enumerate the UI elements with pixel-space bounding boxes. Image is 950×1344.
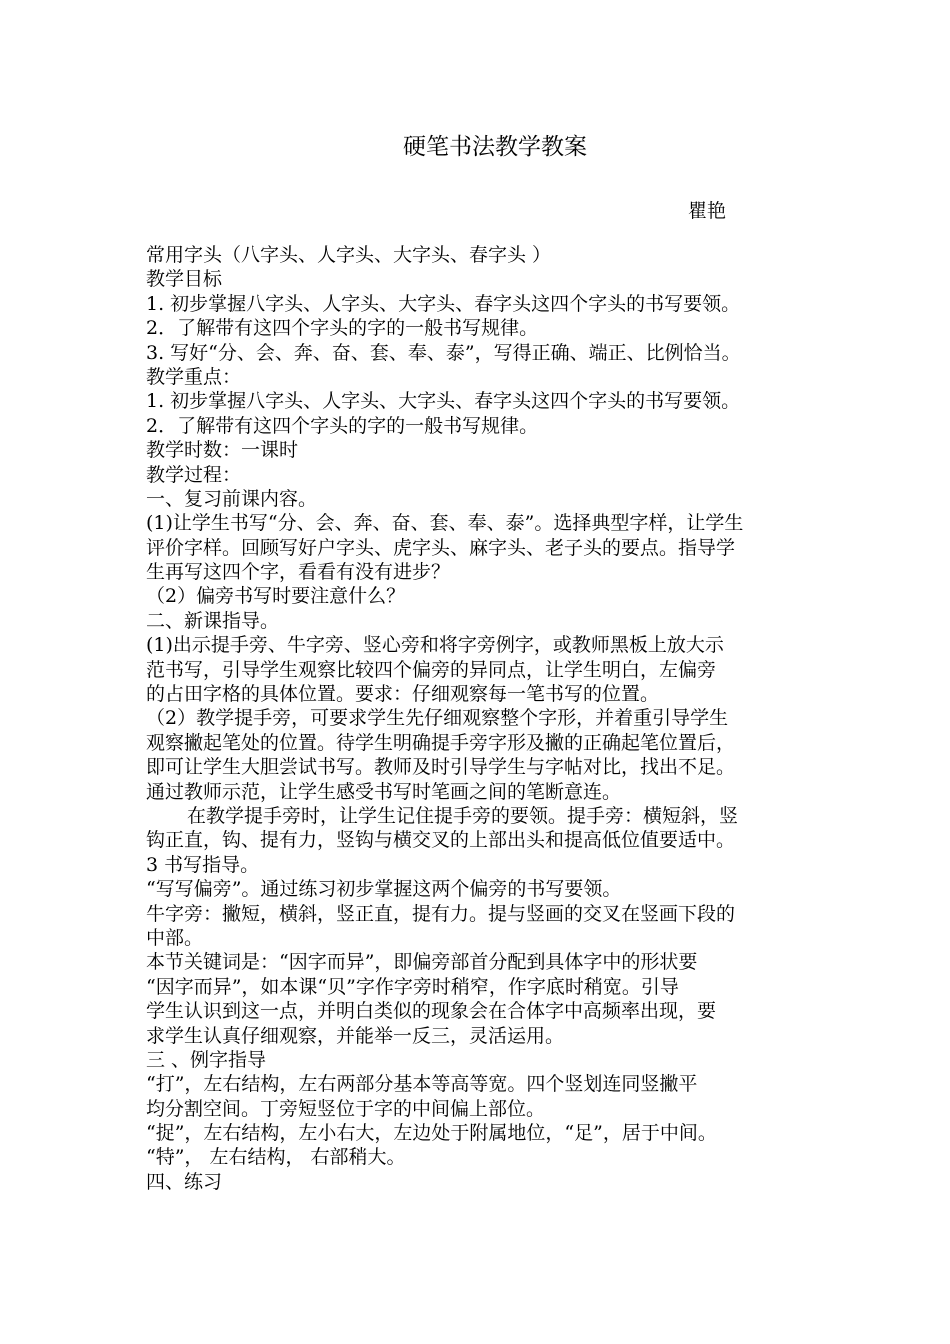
- document-author: 瞿艳: [688, 200, 727, 222]
- document-body: [146, 243, 816, 1194]
- body-line: 3. 写好“分、会、奔、奋、套、奉、泰”，写得正确、端正、比例恰当。: [146, 341, 741, 364]
- body-line: 钩正直，钩、提有力，竖钩与横交叉的上部出头和提高低位值要适中。: [146, 829, 736, 852]
- body-line: 通过教师示范，让学生感受书写时笔画之间的笔断意连。: [146, 780, 622, 803]
- body-line: 中部。: [146, 926, 204, 949]
- body-line: 1. 初步掌握八字头、人字头、大字头、春字头这四个字头的书写要领。: [146, 292, 741, 315]
- body-line: 四、练习: [146, 1170, 223, 1193]
- body-line: 本节关键词是：“因字而异”，即偏旁部首分配到具体字中的形状要: [146, 951, 698, 974]
- body-line: 在教学提手旁时，让学生记住提手旁的要领。提手旁：横短斜，竖: [187, 804, 739, 827]
- body-line: 教学时数：一课时: [146, 439, 299, 462]
- body-line: 学生认识到这一点，并明白类似的现象会在合体字中高频率出现，要: [146, 1000, 717, 1023]
- body-line: 均分割空间。丁旁短竖位于字的中间偏上部位。: [146, 1097, 546, 1120]
- body-line: 生再写这四个字，看看有没有进步？: [146, 561, 451, 584]
- body-line: 求学生认真仔细观察，并能举一反三，灵活运用。: [146, 1024, 565, 1047]
- body-line: “因字而异”，如本课“贝”字作字旁时稍窄，作字底时稍宽。引导: [146, 975, 679, 998]
- body-line: 教学过程：: [146, 463, 242, 486]
- body-line: 的占田字格的具体位置。要求：仔细观察每一笔书写的位置。: [146, 683, 660, 706]
- body-line: 范书写，引导学生观察比较四个偏旁的异同点，让学生明白，左偏旁: [146, 658, 717, 681]
- body-line: 二、新课指导。: [146, 609, 280, 632]
- body-line: 3 书写指导。: [146, 853, 260, 876]
- body-line: “写写偏旁”。通过练习初步掌握这两个偏旁的书写要领。: [146, 878, 622, 901]
- body-line: 三 、例字指导: [146, 1048, 267, 1071]
- body-line: 牛字旁：撇短，横斜，竖正直，提有力。提与竖画的交叉在竖画下段的: [146, 902, 736, 925]
- body-line: （2）偏旁书写时要注意什么？: [146, 585, 406, 608]
- body-line: “打”，左右结构，左右两部分基本等高等宽。四个竖划连同竖撇平: [146, 1073, 698, 1096]
- body-line: (1)让学生书写“分、会、奔、奋、套、奉、泰”。选择典型字样，让学生: [146, 512, 744, 535]
- body-line: 2．了解带有这四个字头的字的一般书写规律。: [146, 317, 539, 340]
- body-line: 观察撇起笔处的位置。待学生明确提手旁字形及撇的正确起笔位置后，: [146, 731, 736, 754]
- body-line: 即可让学生大胆尝试书写。教师及时引导学生与字帖对比，找出不足。: [146, 756, 736, 779]
- body-line: 评价字样。回顾写好户字头、虎字头、麻字头、老子头的要点。指导学: [146, 536, 736, 559]
- body-line: 常用字头（八字头、人字头、大字头、春字头 ）: [146, 244, 552, 266]
- body-line: 教学目标: [146, 268, 223, 291]
- body-line: “特”， 左右结构， 右部稍大。: [146, 1146, 406, 1169]
- body-line: （2）教学提手旁，可要求学生先仔细观察整个字形，并着重引导学生: [146, 707, 729, 730]
- body-line: 一、复习前课内容。: [146, 487, 318, 510]
- body-line: 2．了解带有这四个字头的字的一般书写规律。: [146, 414, 539, 437]
- body-line: (1)出示提手旁、牛字旁、竖心旁和将字旁例字，或教师黑板上放大示: [146, 634, 724, 657]
- body-line: 教学重点：: [146, 365, 242, 388]
- body-line: “捉”，左右结构，左小右大，左边处于附属地位，“足”，居于中间。: [146, 1122, 717, 1145]
- body-line: 1. 初步掌握八字头、人字头、大字头、春字头这四个字头的书写要领。: [146, 390, 741, 413]
- document-title: 硬笔书法教学教案: [403, 134, 587, 160]
